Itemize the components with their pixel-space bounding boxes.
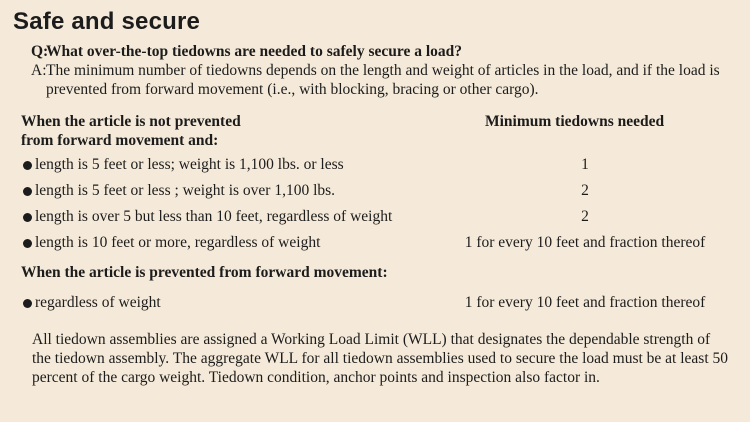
- row-condition: length is 5 feet or less; weight is 1,100 lbs. or less: [35, 156, 344, 173]
- table-row: [21, 178, 741, 204]
- row-value: 2: [581, 208, 589, 225]
- row-value: 1 for every 10 feet and fraction thereof: [464, 294, 706, 311]
- row-condition: length is 10 feet or more, regardless of weight: [35, 234, 321, 251]
- header-prevented: When the article is prevented from forward movement:: [21, 264, 388, 281]
- bullet-icon: [23, 299, 32, 308]
- table-row: [21, 290, 741, 316]
- qa-section: [31, 42, 731, 99]
- header-left-line1: When the article is not prevented: [21, 113, 241, 130]
- header-min-tiedowns: Minimum tiedowns needed: [485, 113, 665, 130]
- row-condition: regardless of weight: [35, 294, 161, 311]
- question-prefix: Q:: [31, 43, 49, 60]
- header-left-line2: from forward movement and:: [21, 132, 219, 149]
- answer-line: [31, 61, 731, 99]
- row-value: 1: [581, 156, 589, 173]
- question-text: What over-the-top tiedowns are needed to safely secure a load?: [46, 43, 463, 60]
- answer-text: The minimum number of tiedowns depends on the length and weight of articles in the load, and if the load is prevented from forward movement (i.e., with blocking, bracing or other cargo).: [46, 62, 720, 98]
- header-not-prevented: [21, 112, 301, 150]
- bullet-icon: [23, 213, 32, 222]
- bullet-icon: [23, 161, 32, 170]
- bullet-icon: [23, 239, 32, 248]
- row-value: 1 for every 10 feet and fraction thereof: [464, 234, 706, 251]
- row-value: 2: [581, 182, 589, 199]
- table-header: [21, 112, 741, 152]
- wll-note: All tiedown assemblies are assigned a Working Load Limit (WLL) that designates the dependable strength of the tiedown assembly. The aggregate WLL for all tiedown assemblies used to secure the load must be at least 50 percent of the cargo weight. Tiedown condition, anchor points and inspection also factor in.: [32, 331, 729, 386]
- bullet-icon: [23, 187, 32, 196]
- table-row: [21, 230, 741, 256]
- page-title: Safe and secure: [13, 8, 201, 35]
- table-row: [21, 204, 741, 230]
- row-condition: length is over 5 but less than 10 feet, regardless of weight: [35, 208, 393, 225]
- tiedown-table: [21, 112, 741, 316]
- table-row: [21, 152, 741, 178]
- row-condition: length is 5 feet or less ; weight is over 1,100 lbs.: [35, 182, 336, 199]
- answer-prefix: A:: [31, 62, 47, 79]
- question-line: [31, 42, 731, 61]
